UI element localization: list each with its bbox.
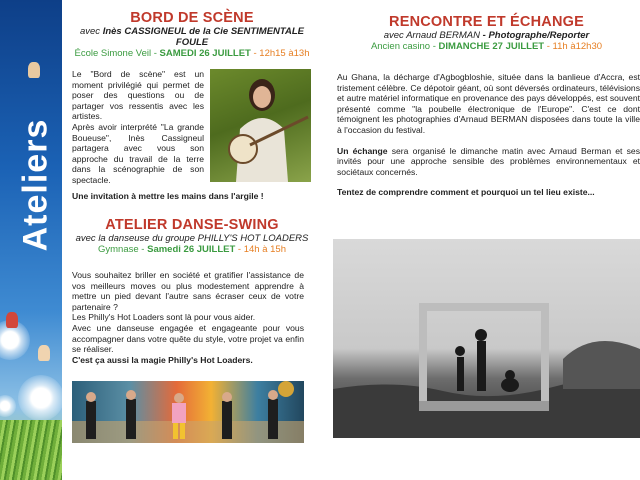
closing-line: Tentez de comprendre comment et pourquoi un tel lieu existe... xyxy=(337,187,595,198)
section-subtitle: avec Inès CASSIGNEUL de la Cie SENTIMENTALE FOULE xyxy=(79,26,304,48)
floating-figure-illustration xyxy=(28,62,40,78)
banjo-player-photo xyxy=(210,69,311,182)
dump-site-photo xyxy=(333,239,640,438)
paragraph: Les Philly's Hot Loaders sont là pour vous aider. xyxy=(72,312,256,323)
section-title: BORD DE SCÈNE xyxy=(130,10,254,26)
section-location: Ancien casino - DIMANCHE 27 JUILLET - 11h à12h30 xyxy=(370,41,603,52)
section-location: Gymnase - Samedi 26 JUILLET - 14h à 15h xyxy=(98,244,286,255)
grass-illustration xyxy=(0,420,62,480)
dandelion-illustration xyxy=(18,375,62,421)
floating-figure-illustration xyxy=(38,345,50,361)
section-subtitle: avec Arnaud BERMAN - Photographe/Reporter xyxy=(383,30,590,41)
paragraph: Après avoir interprété "La grande Boueuse", Inès Cassigneul partagera avec vous son approche du travail de la terre dans la scénographie de son spectacle. xyxy=(72,121,204,185)
dandelion-illustration xyxy=(0,395,16,417)
danse-description xyxy=(72,270,304,365)
section-title: RENCONTRE ET ÉCHANGE xyxy=(389,14,584,30)
section-subtitle: avec la danseuse du groupe PHILLY'S HOT LOADERS xyxy=(75,233,309,244)
paragraph: Vous souhaitez briller en société et gratifier l'assistance de vos meilleurs moves ou plus modestement apprendre à mettre un pied devant l'autre sans écraser ceux de votre partenaire ? xyxy=(72,270,304,312)
paragraph: Le "Bord de scène" est un moment privilégié qui permet de poser des questions ou de partager vos ressentis avec les artistes. xyxy=(72,69,204,122)
bord-description xyxy=(72,69,204,186)
swing-band-photo xyxy=(72,381,304,443)
section-location: École Simone Veil - SAMEDI 26 JUILLET - 12h15 à13h xyxy=(74,48,310,59)
bord-de-scene-section xyxy=(72,10,312,59)
rencontre-description xyxy=(337,72,640,198)
danse-swing-section xyxy=(72,217,312,255)
paragraph: Au Ghana, la décharge d'Agbogbloshie, située dans la banlieue d'Accra, est tristement célèbre. Ce dépotoir géant, où sont déversés ordinateurs, télévisions et autre matériel informatique en provenance des pays développés, est souvent présenté comme "la poubelle électronique de l'Europe". C'est ce dont témoignent les photographies d'Arnaud BERMAN disposées dans toute la ville à l'occasion du festival. xyxy=(337,72,640,135)
paragraph: C'est ça aussi la magie Philly's Hot Loaders. xyxy=(72,354,253,365)
floating-figure-illustration xyxy=(6,312,18,328)
sidebar-title: Ateliers xyxy=(16,118,55,252)
paragraph: Un échange sera organisé le dimanche matin avec Arnaud Berman et ses invités pour une approche sensible des problèmes environnementaux et sociétaux concernés. xyxy=(337,145,640,177)
paragraph: Avec une danseuse engagée et engageante pour vous accompagner dans votre quête du style, votre projet va enfin se réaliser. xyxy=(72,322,304,355)
section-title: ATELIER DANSE-SWING xyxy=(105,217,279,233)
ateliers-sidebar xyxy=(0,0,62,480)
rencontre-echange-section xyxy=(333,14,640,52)
bord-invitation: Une invitation à mettre les mains dans l'argile ! xyxy=(72,191,264,201)
